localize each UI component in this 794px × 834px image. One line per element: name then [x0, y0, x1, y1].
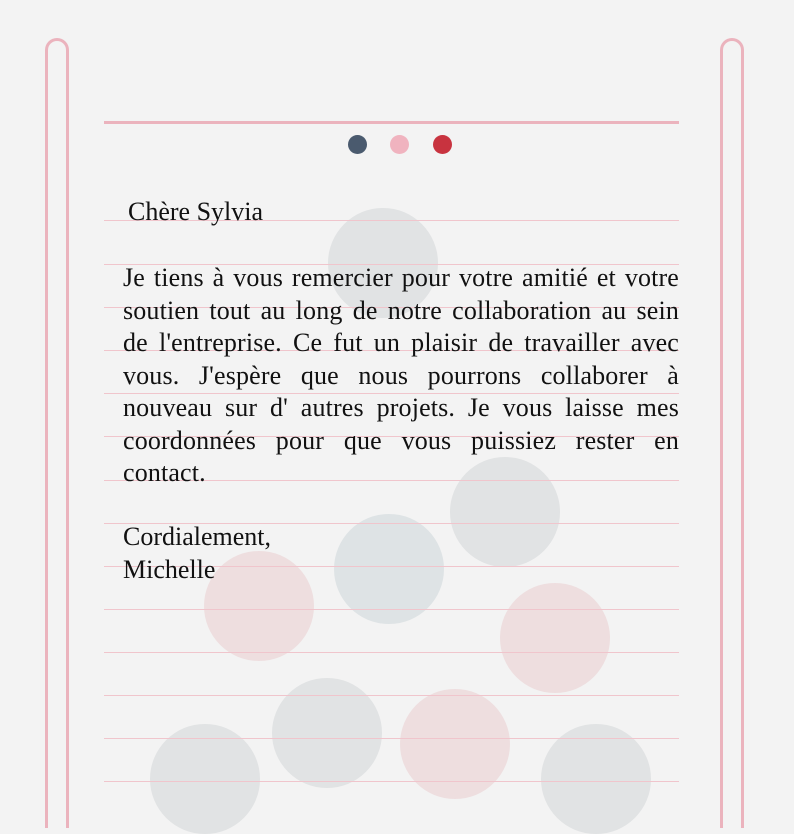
ruled-line [104, 781, 679, 782]
decorative-circle [334, 514, 444, 624]
decorative-circle [541, 724, 651, 834]
letter-signature: Michelle [123, 555, 216, 584]
decorative-circle [150, 724, 260, 834]
pink-dot-icon [390, 135, 409, 154]
decorative-circle [400, 689, 510, 799]
ruled-line [104, 738, 679, 739]
header-divider [104, 121, 679, 124]
letter-greeting: Chère Sylvia [128, 197, 264, 226]
letter-closing: Cordialement, [123, 522, 272, 551]
ruled-line [104, 652, 679, 653]
slate-dot-icon [348, 135, 367, 154]
decorative-circle [204, 551, 314, 661]
left-binding-rail [45, 38, 69, 828]
right-binding-rail [720, 38, 744, 828]
decorative-circle [500, 583, 610, 693]
red-dot-icon [433, 135, 452, 154]
ruled-line [104, 609, 679, 610]
letter-body: Je tiens à vous remercier pour votre amitié et votre soutien tout au long de notre collaboration au sein de l'entreprise. Ce fut un plaisir de travailler avec vous. J'espère que nous pourrons collaborer à nouveau sur d' autres projets. Je vous laisse mes coordonnées pour que vous puissiez rester en contact. [123, 263, 679, 487]
ruled-line [104, 695, 679, 696]
